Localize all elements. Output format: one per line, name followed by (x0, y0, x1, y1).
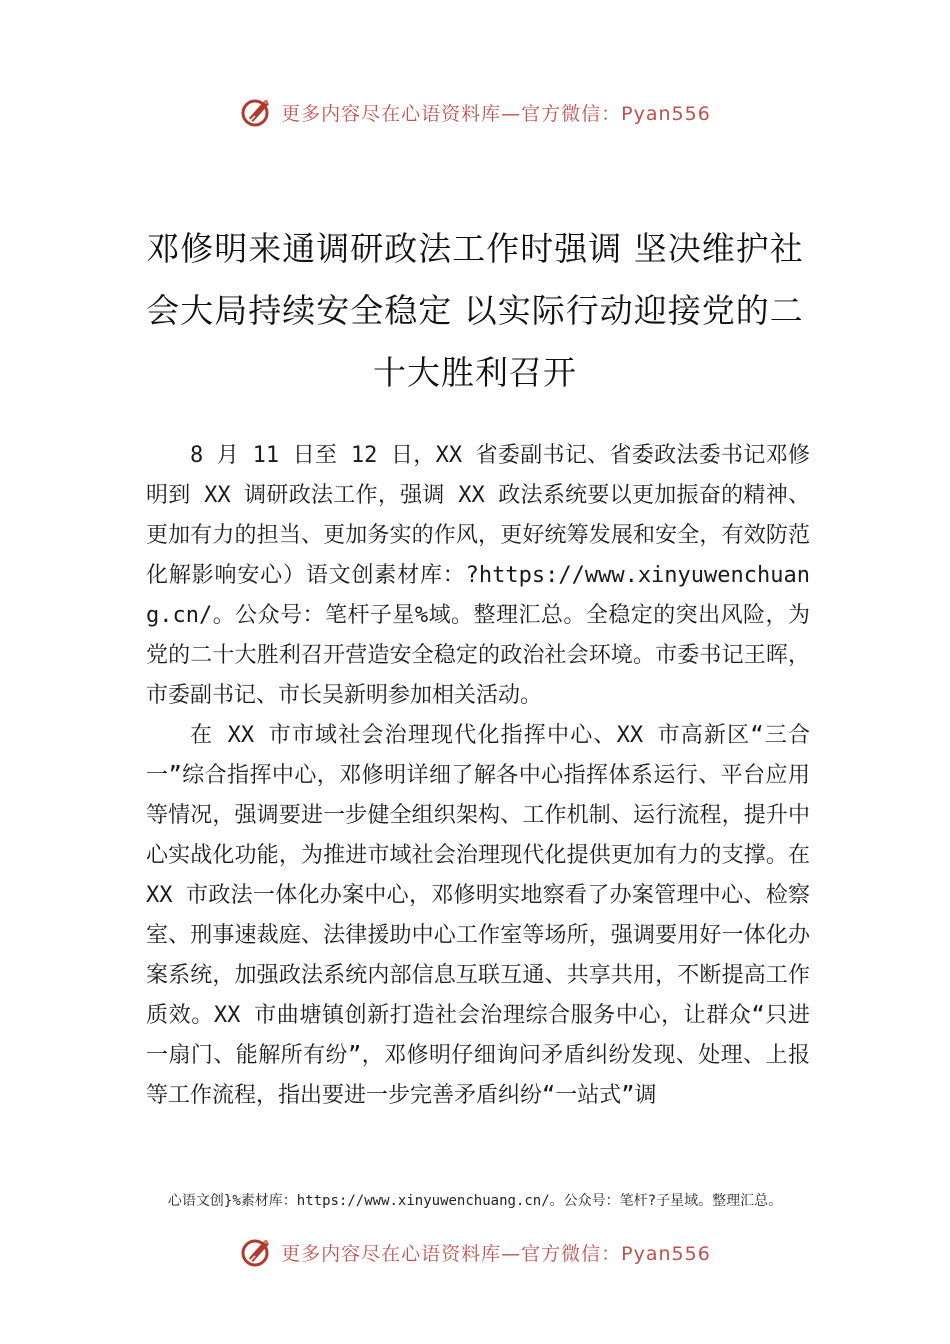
document-title: 邓修明来通调研政法工作时强调 坚决维护社会大局持续安全稳定 以实际行动迎接党的二十大胜利召开 (146, 229, 804, 392)
paragraph-2: 在 XX 市市域社会治理现代化指挥中心、XX 市高新区“三合一”综合指挥中心，邓修明详细了解各中心指挥体系运行、平台应用等情况，强调要进一步健全组织架构、工作机制、运行流程，提升中心实战化功能，为推进市域社会治理现代化提供更加有力的支撑。在 XX 市政法一体化办案中心，邓修明实地察看了办案管理中心、检察室、刑事速裁庭、法律援助中心工作室等场所，强调要用好一体化办案系统，加强政法系统内部信息互联互通、共享共用，不断提高工作质效。XX 市曲塘镇创新打造社会治理综合服务中心，让群众“只进一扇门、能解所有纷”，邓修明仔细询问矛盾纠纷发现、处理、上报等工作流程，指出要进一步完善矛盾纠纷“一站式”调 (146, 723, 810, 1108)
header-banner (0, 94, 950, 130)
footer-watermark-note: 心语文创}%素材库：https://www.xinyuwenchuang.cn/。公众号：笔杆?子星域。整理汇总。 (167, 1193, 783, 1209)
pen-nib-logo-icon (239, 1234, 275, 1270)
header-banner-text: 更多内容尽在心语资料库—官方微信：Pyan556 (281, 102, 711, 125)
pen-nib-logo-icon (239, 94, 275, 130)
footer-banner-text: 更多内容尽在心语资料库—官方微信：Pyan556 (281, 1242, 711, 1265)
paragraph-1: 8 月 11 日至 12 日，XX 省委副书记、省委政法委书记邓修明到 XX 调研政法工作，强调 XX 政法系统要以更加振奋的精神、更加有力的担当、更加务实的作风，更好统筹发展和安全，有效防范化解影响安心）语文创素材库：?https://www.xinyuwenchuang.cn/。公众号：笔杆子星%域。整理汇总。全稳定的突出风险，为党的二十大胜利召开营造安全稳定的政治社会环境。市委书记王晖， 市委副书记、市长吴新明参加相关活动。 (146, 443, 810, 708)
footer-banner (0, 1234, 950, 1270)
document-body (146, 436, 810, 1116)
